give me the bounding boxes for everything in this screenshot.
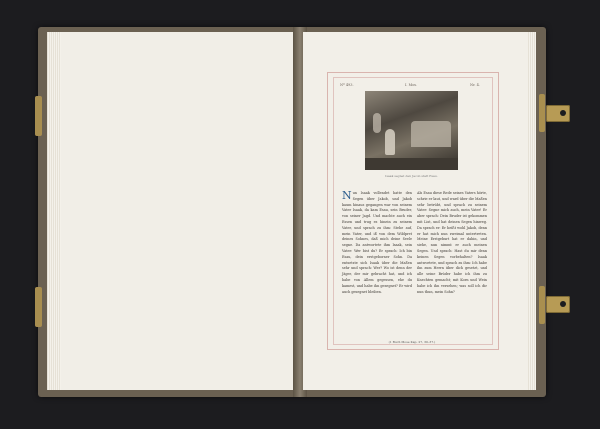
clasp-base-bottom [539,286,545,324]
engraving-figure-kneeling [385,129,395,155]
page-edges-right [528,32,536,390]
engraving-figure-standing [373,113,381,133]
drop-cap-initial: N [342,189,352,202]
left-blank-page [47,32,296,390]
clasp-bottom [546,296,570,313]
text-column-right [417,191,487,295]
text-column-right-body: Als Esau diese Rede seines Vaters hörte, schrie er laut, und ward über die Maßen sehr betrübt, und sprach zu seinem Vater: Segne mich auch, mein Vater! Er aber sprach: Dein Bruder ist gekommen mit List, und hat deinen Segen hinweg. Da sprach er: Er heißt wohl Jakob, denn er hat mich nun zweimal untertreten. Meine Erstgeburt hat er dahin, und siehe, nun nimmt er auch meinen Segen. Und sprach: Hast du mir denn keinen Segen vorbehalten? Isaak antwortete, und sprach zu ihm: Ich habe ihn zum Herrn über dich gesetzt, und alle seine Brüder habe ich ihm zu Knechten gemacht; mit Korn und Wein habe ich ihn versehen; was soll ich dir nun thun, mein Sohn? [417,191,487,294]
clasp-hole-bottom [560,301,566,307]
left-hinge-top [35,96,42,136]
engraving-bed [411,121,451,147]
header-left: Nº 493. [340,83,354,87]
illustration-caption: Isaak segnet den Jacob statt Esau. [385,174,438,178]
clasp-top [546,105,570,122]
header-center: I. Mos. [405,83,418,87]
engraving-illustration [365,91,458,170]
text-column-left [342,191,412,295]
engraving-floor [365,158,458,170]
clasp-base-top [539,94,545,132]
scripture-reference: (1 Buch Mose Kap. 27, 30–37.) [388,340,436,344]
header-right: Nr. 4. [470,83,480,87]
text-column-left-body: un Isaak vollendet hatte den Segen über Jakob, und Jakob kaum hinaus gegangen war von seinem Vater Isaak, da kam Esau, sein Bruder, von seiner Jagd. Und machte auch ein Essen und trug es hinein zu seinem Vater, und sprach zu ihm: Stehe auf, mein Vater, und iß von dem Wildpret deines Sohnes, daß mich deine Seele segne. Da antwortete ihm Isaak, sein Vater: Wer bist du? Er sprach: Ich bin Esau, dein erstgeborner Sohn. Da entsetzte sich Isaak über die Maßen sehr und sprach: Wer? Wo ist denn der Jäger, der mir gebracht hat, und ich habe von Allem gegessen, ehe du kamest, und habe ihn gesegnet? Er wird auch gesegnet bleiben. [342,191,412,294]
page-edges-left [47,32,61,390]
left-hinge-bottom [35,287,42,327]
clasp-hole-top [560,110,566,116]
